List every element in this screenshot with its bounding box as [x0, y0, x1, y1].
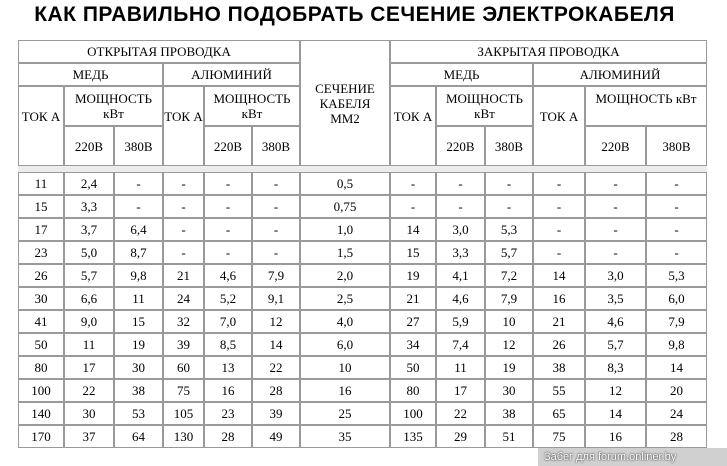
table-cell: 15 [114, 310, 163, 333]
table-cell: 10 [485, 310, 533, 333]
open-wiring-header: ОТКРЫТАЯ ПРОВОДКА [18, 40, 300, 63]
closed-copper-header: МЕДЬ [390, 63, 533, 86]
table-cell: 3,3 [436, 241, 485, 264]
table-cell: 30 [18, 287, 64, 310]
table-cell: - [585, 241, 646, 264]
table-cell: 10 [300, 356, 390, 379]
v220-header: 220В [585, 126, 646, 166]
table-cell: 22 [64, 379, 114, 402]
v380-header: 380В [114, 126, 163, 166]
table-cell: 9,8 [114, 264, 163, 287]
v380-header: 380В [252, 126, 300, 166]
table-cell: 17 [436, 379, 485, 402]
table-cell: 34 [390, 333, 436, 356]
table-cell: 60 [163, 356, 204, 379]
table-cell: - [436, 172, 485, 195]
table-cell: 14 [585, 402, 646, 425]
table-cell: 2,5 [300, 287, 390, 310]
closed-copper-power-header: МОЩНОСТЬ кВт [436, 86, 533, 126]
table-cell: 12 [252, 310, 300, 333]
table-cell: 7,4 [436, 333, 485, 356]
table-cell: 17 [64, 356, 114, 379]
table-cell: 9,1 [252, 287, 300, 310]
table-cell: 1,5 [300, 241, 390, 264]
table-cell: - [163, 241, 204, 264]
table-cell: 14 [533, 264, 585, 287]
table-cell: - [436, 195, 485, 218]
open-aluminium-current-header: ТОК А [163, 86, 204, 166]
closed-wiring-header: ЗАКРЫТАЯ ПРОВОДКА [390, 40, 707, 63]
table-cell: 30 [64, 402, 114, 425]
closed-copper-current-header: ТОК А [390, 86, 436, 166]
table-cell: 4,1 [436, 264, 485, 287]
table-cell: 22 [252, 356, 300, 379]
table-cell: 4,6 [585, 310, 646, 333]
open-aluminium-header: АЛЮМИНИЙ [163, 63, 300, 86]
table-cell: - [533, 172, 585, 195]
table-cell: 140 [18, 402, 64, 425]
table-cell: 100 [18, 379, 64, 402]
table-cell: 80 [18, 356, 64, 379]
table-cell: 11 [436, 356, 485, 379]
table-cell: 3,0 [436, 218, 485, 241]
table-cell: 3,0 [585, 264, 646, 287]
table-cell: - [533, 218, 585, 241]
table-cell: - [163, 218, 204, 241]
table-cell: 21 [163, 264, 204, 287]
table-cell: - [485, 172, 533, 195]
table-cell: - [252, 218, 300, 241]
table-cell: 4,0 [300, 310, 390, 333]
table-cell: 7,9 [646, 310, 707, 333]
table-cell: 15 [390, 241, 436, 264]
v380-header: 380В [485, 126, 533, 166]
table-cell: 7,2 [485, 264, 533, 287]
table-cell: 13 [204, 356, 252, 379]
table-cell: 16 [533, 287, 585, 310]
table-cell: 27 [390, 310, 436, 333]
table-cell: 12 [485, 333, 533, 356]
table-cell: 39 [163, 333, 204, 356]
open-aluminium-power-header: МОЩНОСТЬ кВт [204, 86, 300, 126]
table-cell: 37 [64, 425, 114, 448]
section-header: СЕЧЕНИЕ КАБЕЛЯ ММ2 [300, 40, 390, 166]
closed-aluminium-header: АЛЮМИНИЙ [533, 63, 707, 86]
table-cell: 26 [533, 333, 585, 356]
table-cell: 38 [485, 402, 533, 425]
table-cell: 16 [585, 425, 646, 448]
table-cell: 6,0 [300, 333, 390, 356]
table-cell: - [390, 172, 436, 195]
table-cell: 19 [114, 333, 163, 356]
table-cell: - [390, 195, 436, 218]
table-cell: 8,3 [585, 356, 646, 379]
table-cell: 9,8 [646, 333, 707, 356]
table-cell: 2,4 [64, 172, 114, 195]
table-cell: 53 [114, 402, 163, 425]
table-cell: 38 [533, 356, 585, 379]
table-cell: 23 [18, 241, 64, 264]
table-cell: 21 [390, 287, 436, 310]
table-cell: 5,0 [64, 241, 114, 264]
table-cell: 28 [252, 379, 300, 402]
table-cell: 6,6 [64, 287, 114, 310]
table-cell: 16 [204, 379, 252, 402]
table-cell: 5,2 [204, 287, 252, 310]
table-cell: 14 [252, 333, 300, 356]
page-title: КАК ПРАВИЛЬНО ПОДОБРАТЬ СЕЧЕНИЕ ЭЛЕКТРОКАБЕЛЯ [34, 3, 675, 26]
table-cell: - [585, 218, 646, 241]
table-cell: - [114, 172, 163, 195]
table-cell: 6,4 [114, 218, 163, 241]
table-cell: 8,5 [204, 333, 252, 356]
table-cell: - [204, 218, 252, 241]
table-cell: 5,3 [646, 264, 707, 287]
v220-header: 220В [64, 126, 114, 166]
table-cell: 11 [18, 172, 64, 195]
table-cell: - [252, 172, 300, 195]
table-cell: 55 [533, 379, 585, 402]
table-cell: - [646, 218, 707, 241]
table-cell: - [114, 195, 163, 218]
open-copper-current-header: ТОК А [18, 86, 64, 166]
open-copper-power-header: МОЩНОСТЬ кВт [64, 86, 163, 126]
table-cell: 15 [18, 195, 64, 218]
table-cell: 30 [114, 356, 163, 379]
table-cell: 28 [646, 425, 707, 448]
table-cell: - [252, 241, 300, 264]
closed-aluminium-power-header: МОЩНОСТЬ кВт [585, 86, 707, 126]
table-cell: 24 [163, 287, 204, 310]
table-cell: 22 [436, 402, 485, 425]
table-cell: 29 [436, 425, 485, 448]
table-cell: 3,3 [64, 195, 114, 218]
table-cell: - [585, 195, 646, 218]
table-cell: 105 [163, 402, 204, 425]
table-cell: 7,9 [252, 264, 300, 287]
table-cell: 7,0 [204, 310, 252, 333]
table-cell: 20 [646, 379, 707, 402]
table-cell: 80 [390, 379, 436, 402]
table-cell: 170 [18, 425, 64, 448]
table-cell: 65 [533, 402, 585, 425]
table-cell: - [163, 195, 204, 218]
table-cell: 0,5 [300, 172, 390, 195]
table-cell: 19 [390, 264, 436, 287]
table-cell: 35 [300, 425, 390, 448]
table-cell: 135 [390, 425, 436, 448]
table-cell: 75 [533, 425, 585, 448]
table-cell: 64 [114, 425, 163, 448]
table-cell: - [533, 241, 585, 264]
watermark: Забег для forum.onliner.by [538, 448, 727, 466]
table-cell: - [204, 195, 252, 218]
table-cell: 21 [533, 310, 585, 333]
table-cell: - [646, 172, 707, 195]
table-cell: 6,0 [646, 287, 707, 310]
table-cell: 23 [204, 402, 252, 425]
table-cell: 41 [18, 310, 64, 333]
table-cell: 2,0 [300, 264, 390, 287]
table-cell: - [163, 172, 204, 195]
table-cell: 100 [390, 402, 436, 425]
table-cell: 28 [204, 425, 252, 448]
table-cell: - [485, 195, 533, 218]
table-cell: 50 [390, 356, 436, 379]
table-cell: 8,7 [114, 241, 163, 264]
cable-table [18, 40, 707, 463]
v380-header: 380В [646, 126, 707, 166]
table-cell: - [533, 195, 585, 218]
v220-header: 220В [436, 126, 485, 166]
table-cell: 39 [252, 402, 300, 425]
table-cell: 49 [252, 425, 300, 448]
table-cell: 75 [163, 379, 204, 402]
table-cell: 24 [646, 402, 707, 425]
open-copper-header: МЕДЬ [18, 63, 163, 86]
table-cell: - [646, 195, 707, 218]
table-cell: 32 [163, 310, 204, 333]
table-cell: 4,6 [436, 287, 485, 310]
table-cell: 12 [585, 379, 646, 402]
table-cell: 14 [646, 356, 707, 379]
table-cell: 4,6 [204, 264, 252, 287]
table-cell: 17 [18, 218, 64, 241]
table-cell: 30 [485, 379, 533, 402]
table-cell: 50 [18, 333, 64, 356]
table-cell: - [646, 241, 707, 264]
table-cell: 5,3 [485, 218, 533, 241]
table-cell: 26 [18, 264, 64, 287]
table-cell: 51 [485, 425, 533, 448]
table-cell: 25 [300, 402, 390, 425]
table-cell: 3,7 [64, 218, 114, 241]
table-cell: 19 [485, 356, 533, 379]
table-cell: - [204, 172, 252, 195]
table-cell: 130 [163, 425, 204, 448]
table-cell: 5,7 [64, 264, 114, 287]
table-cell: 9,0 [64, 310, 114, 333]
table-cell: 11 [64, 333, 114, 356]
table-cell: - [585, 172, 646, 195]
table-cell: 38 [114, 379, 163, 402]
table-cell: - [252, 195, 300, 218]
table-cell: 0,75 [300, 195, 390, 218]
table-cell: 7,9 [485, 287, 533, 310]
table-cell: 16 [300, 379, 390, 402]
table-cell: 5,7 [485, 241, 533, 264]
table-cell: 1,0 [300, 218, 390, 241]
table-cell: 5,7 [585, 333, 646, 356]
table-cell: - [204, 241, 252, 264]
v220-header: 220В [204, 126, 252, 166]
table-cell: 11 [114, 287, 163, 310]
table-cell: 14 [390, 218, 436, 241]
table-cell: 5,9 [436, 310, 485, 333]
table-cell: 3,5 [585, 287, 646, 310]
closed-aluminium-current-header: ТОК А [533, 86, 585, 166]
